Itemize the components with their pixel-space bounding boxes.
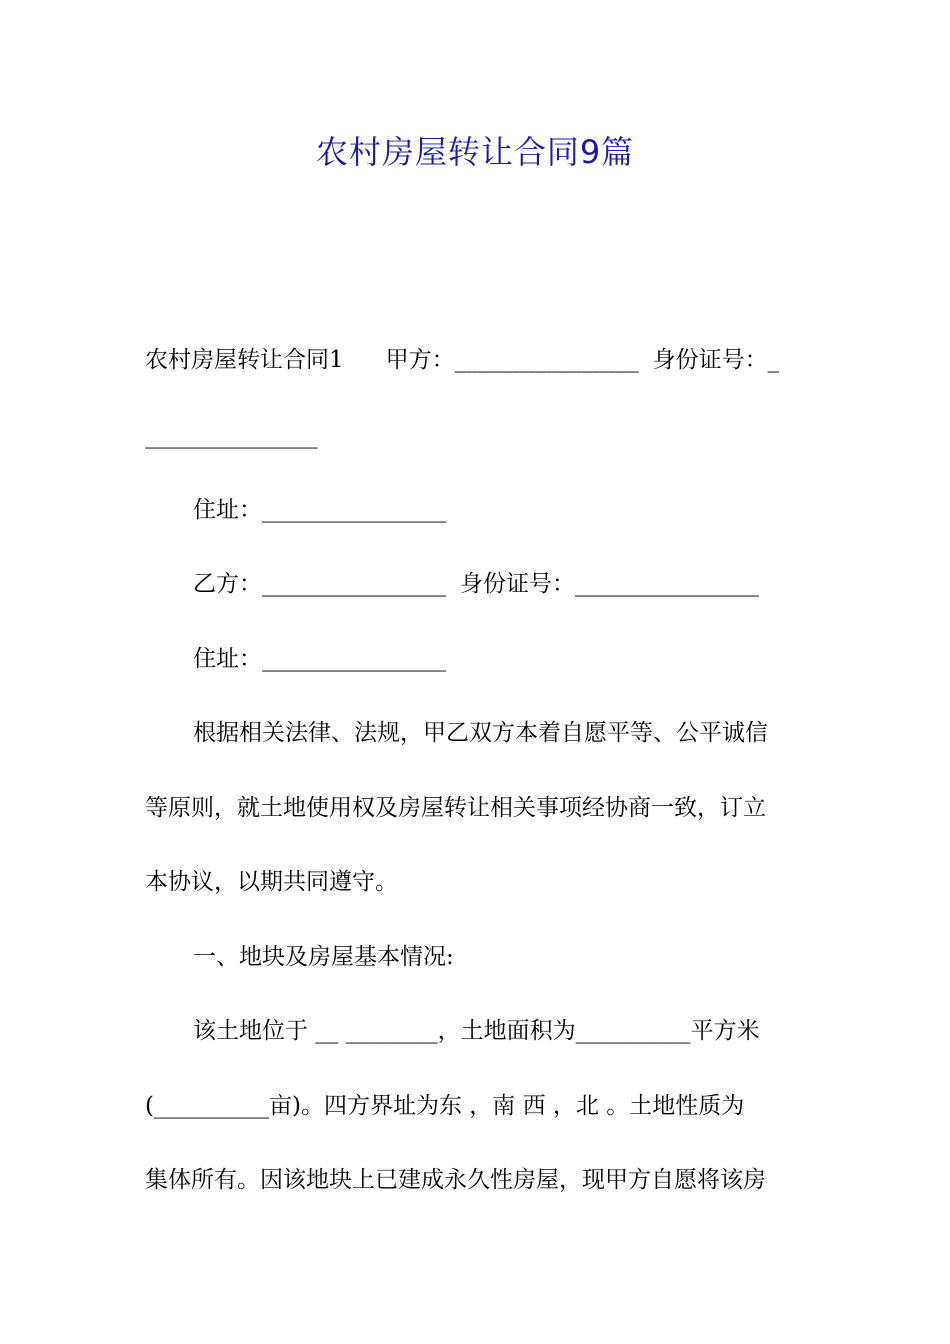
paragraph-line: 本协议，以期共同遵守。 (145, 869, 398, 895)
contract-heading: 农村房屋转让合同1 (145, 347, 344, 373)
paragraph-line: 根据相关法律、法规，甲乙双方本着自愿平等、公平诚信 (193, 720, 768, 746)
party-a-id-field: 身份证号：_ (652, 347, 780, 373)
party-a-id-continuation: _______________ (145, 423, 318, 449)
party-a-address: 住址：________________ (193, 497, 446, 523)
party-b-address: 住址：________________ (193, 646, 446, 672)
party-b-line (193, 568, 807, 600)
party-a-field: 甲方：________________ (385, 347, 639, 373)
party-a-line (145, 344, 807, 376)
paragraph-line: 该土地位于 __ ________，土地面积为__________平方米 (193, 1018, 760, 1044)
document-title: 农村房屋转让合同9篇 (315, 133, 635, 171)
section-heading: 一、地块及房屋基本情况: (193, 944, 454, 970)
paragraph-line: 等原则，就土地使用权及房屋转让相关事项经协商一致，订立 (145, 795, 766, 821)
paragraph-line: 集体所有。因该地块上已建成永久性房屋，现甲方自愿将该房 (145, 1167, 766, 1193)
party-b-field: 乙方：________________ (193, 571, 446, 597)
paragraph-line: (__________亩)。四方界址为东 ，南 西 ，北 。土地性质为 (145, 1093, 745, 1119)
party-b-id-field: 身份证号：________________ (460, 571, 759, 597)
